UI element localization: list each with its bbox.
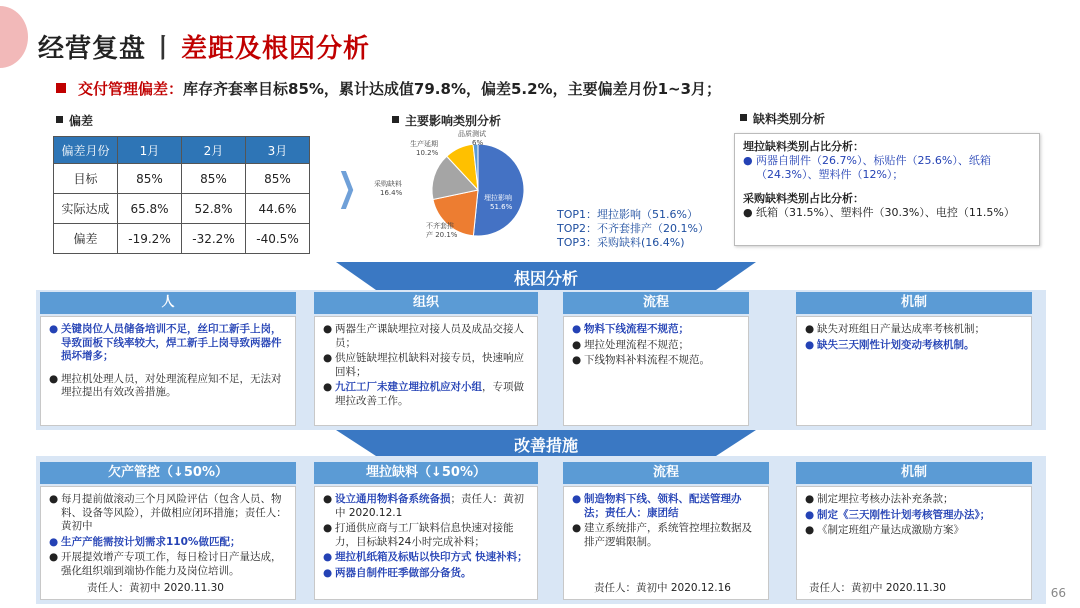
table-header-cell: 1月	[118, 137, 182, 164]
owner-line: 责任人：黄初中 2020.11.30	[87, 582, 224, 594]
bullet-icon: ●	[805, 508, 815, 521]
list-item	[805, 339, 1023, 353]
shortage-pull-text: 两器自制件（26.7%）、标贴件（25.6%）、纸箱（24.3%）、塑料件（12%）；	[756, 154, 991, 181]
bullet-icon: ●	[323, 522, 333, 534]
bullet-icon: ●	[49, 535, 59, 548]
headline-bullet-icon	[56, 83, 66, 93]
list-item-text: 开展提效增产专项工作，每日检讨日产量达成，强化组织端到端协作能力及岗位培训。	[61, 551, 282, 577]
shortage-buy-title: 采购缺料类别占比分析：	[743, 192, 864, 205]
improve-card-header: 欠产管控（↓50%）	[40, 462, 296, 484]
table-header-cell: 2月	[182, 137, 246, 164]
headline	[56, 78, 721, 99]
table-cell: 85%	[246, 164, 310, 194]
list-item	[805, 323, 1023, 337]
pie-label-name: 不齐套排	[426, 222, 454, 230]
top-item: TOP2：不齐套排产（20.1%）	[557, 222, 709, 235]
bullet-icon: ●	[323, 551, 333, 563]
pie-label-value: 6%	[472, 139, 484, 147]
bullet-icon: ●	[572, 338, 582, 351]
root-card-header: 组织	[314, 292, 538, 314]
shortage-pull-title: 埋拉缺料类别占比分析：	[743, 140, 864, 153]
bullet-icon: ●	[572, 493, 582, 505]
list-item-text: 制定《三天刚性计划考核管理办法》；	[817, 508, 991, 521]
root-card	[314, 316, 538, 426]
improve-card-header: 埋拉缺料（↓50%）	[314, 462, 538, 484]
bullet-icon: ●	[323, 493, 333, 505]
chevron-right-icon: ❯	[337, 165, 357, 209]
bullet-icon: ●	[572, 354, 582, 366]
list-item	[572, 354, 740, 368]
bullet-list	[41, 487, 295, 586]
pie-label-value: 产 20.1%	[426, 231, 458, 239]
pie-label-name: 埋拉影响	[484, 194, 512, 202]
table-cell: 85%	[118, 164, 182, 194]
list-item-text: 《制定班组产量达成激励方案》	[817, 524, 964, 536]
page-number: 66	[1050, 586, 1066, 600]
improve-card	[563, 486, 769, 600]
headline-label: 交付管理偏差	[78, 80, 169, 98]
list-item-text	[335, 493, 529, 520]
list-item	[323, 567, 529, 581]
table-cell: -32.2%	[182, 224, 246, 254]
list-item-text: 建立系统排产，系统管控埋拉数据及排产逻辑限制。	[584, 522, 752, 548]
list-item-text: 埋拉机纸箱及标贴以快印方式 快速补料；	[335, 551, 528, 563]
list-item-text	[335, 381, 529, 408]
list-item-text: 打通供应商与工厂缺料信息快速对接能力，目标缺料24小时完成补料；	[335, 522, 514, 548]
list-item	[805, 509, 1023, 523]
title-main: 经营复盘	[38, 34, 147, 64]
table-cell: 52.8%	[182, 194, 246, 224]
root-card-header: 机制	[796, 292, 1032, 314]
top-item: TOP1：埋拉影响（51.6%）	[557, 208, 698, 221]
table-row	[54, 194, 310, 224]
bullet-icon: ●	[323, 381, 333, 393]
table-header-cell: 偏差月份	[54, 137, 118, 164]
bullet-list	[41, 317, 295, 408]
table-cell: 44.6%	[246, 194, 310, 224]
improve-title: 改善措施	[513, 436, 578, 455]
shortage-box	[734, 133, 1040, 246]
pie-label-incomplete	[426, 222, 457, 240]
pie-label-value: 51.6%	[490, 203, 513, 211]
list-item-text: 埋拉处理流程不规范；	[584, 338, 689, 351]
list-item-text: 制造物料下线、领料、配送管理办法；责任人：康团结	[584, 493, 742, 519]
bullet-icon: ●	[323, 352, 333, 364]
decorative-circle	[0, 6, 28, 68]
list-item	[323, 551, 529, 565]
pie-label-name: 生产延期	[410, 140, 438, 148]
list-item	[572, 339, 740, 353]
table-cell: 偏差	[54, 224, 118, 254]
list-item-text: 下线物料补料流程不规范。	[584, 354, 710, 366]
bullet-icon: ●	[323, 323, 333, 335]
table-cell: 目标	[54, 164, 118, 194]
shortage-pull-item	[743, 154, 1031, 182]
square-bullet-icon	[392, 116, 399, 123]
square-bullet-icon	[56, 116, 63, 123]
table-cell: 85%	[182, 164, 246, 194]
table-cell: 实际达成	[54, 194, 118, 224]
list-item	[49, 373, 287, 400]
pie-label-name: 采购缺料	[374, 180, 402, 188]
bullet-icon: ●	[49, 551, 59, 563]
shortage-buy-text: 纸箱（31.5%）、塑料件（30.3%）、电控（11.5%）	[756, 206, 1015, 219]
root-cause-title: 根因分析	[513, 269, 578, 288]
list-item	[323, 323, 529, 350]
highlight-text: 设立通用物料备系统备损	[335, 493, 451, 505]
list-item	[323, 493, 529, 520]
bullet-icon: ●	[743, 206, 753, 219]
pie-label-value: 16.4%	[380, 189, 403, 197]
root-card	[796, 316, 1032, 426]
title-separator: 丨	[150, 34, 178, 64]
deviation-label	[56, 112, 93, 129]
table-row	[54, 224, 310, 254]
root-card	[563, 316, 749, 426]
list-item-text: 缺失三天刚性计划变动考核机制。	[817, 338, 975, 351]
owner-line: 责任人：黄初中 2020.11.30	[809, 582, 946, 594]
table-header-row	[54, 137, 310, 164]
plain-text: ；责任人：黄初中 2020.12.1	[335, 493, 524, 519]
bullet-icon: ●	[572, 323, 582, 335]
bullet-icon: ●	[323, 566, 333, 579]
pie-label-name: 品质测试	[458, 130, 486, 138]
bullet-list	[797, 317, 1031, 360]
bullet-list	[315, 317, 537, 416]
plain-text: ，专项做埋拉改善工作。	[335, 381, 524, 407]
headline-text: 库存齐套率目标85%，累计达成值79.8%，偏差5.2%，主要偏差月份1~3月；	[183, 80, 722, 98]
list-item-text: 两器自制件旺季做部分备货。	[335, 566, 472, 579]
table-row	[54, 164, 310, 194]
table-cell: -40.5%	[246, 224, 310, 254]
bullet-icon: ●	[49, 372, 59, 385]
pie-slice	[473, 144, 524, 236]
bullet-icon: ●	[805, 493, 815, 505]
improve-card-header: 机制	[796, 462, 1032, 484]
shortage-label	[740, 110, 825, 127]
square-bullet-icon	[740, 114, 747, 121]
page-title	[38, 28, 370, 65]
pie-label-production-delay	[410, 140, 438, 158]
list-item-text: 每月提前做滚动三个月风险评估（包含人员、物料、设备等风险），并做相应闭环措施；责任人：黄初中	[61, 493, 287, 532]
list-item-text: 缺失对班组日产量达成率考核机制；	[817, 323, 985, 335]
list-item	[49, 551, 287, 578]
list-item	[49, 536, 287, 550]
headline-colon: ：	[168, 80, 184, 98]
pie-label-pull	[484, 194, 512, 212]
list-item	[572, 522, 760, 549]
list-item	[805, 524, 1023, 538]
pie-label-value: 10.2%	[416, 149, 439, 157]
pie-label-purchase-shortage	[374, 180, 402, 198]
improve-card	[796, 486, 1032, 600]
table-header-cell: 3月	[246, 137, 310, 164]
list-item-text: 物料下线流程不规范；	[584, 323, 689, 335]
table-cell: 65.8%	[118, 194, 182, 224]
impact-label-text: 主要影响类别分析	[405, 114, 502, 128]
list-item-text: 埋拉机处理人员，对处理流程应知不足，无法对埋拉提出有效改善措施。	[61, 372, 282, 398]
bullet-icon: ●	[49, 493, 59, 505]
improve-card	[314, 486, 538, 600]
improve-card	[40, 486, 296, 600]
bullet-icon: ●	[743, 154, 753, 167]
improve-card-header: 流程	[563, 462, 769, 484]
highlight-text: 九江工厂未建立埋拉机应对小组	[335, 381, 482, 393]
list-item	[323, 522, 529, 549]
list-item-text: 生产产能需按计划需求110%做匹配；	[61, 535, 241, 548]
table-cell: -19.2%	[118, 224, 182, 254]
shortage-label-text: 缺料类别分析	[753, 112, 826, 126]
list-item-text: 关键岗位人员储备培训不足，丝印工新手上岗，导致面板下线率较大，焊工新手上岗导致两器件损坏增多；	[61, 323, 282, 362]
bullet-icon: ●	[805, 323, 815, 335]
bullet-icon: ●	[805, 524, 815, 536]
list-item-text: 两器生产课缺埋拉对接人员及成品交接人员；	[335, 323, 524, 349]
bullet-list	[315, 487, 537, 588]
root-card	[40, 316, 296, 426]
root-card-header: 流程	[563, 292, 749, 314]
top-item: TOP3：采购缺料(16.4%)	[557, 236, 685, 249]
list-item	[572, 323, 740, 337]
bullet-icon: ●	[49, 323, 59, 335]
list-item	[805, 493, 1023, 507]
deviation-label-text: 偏差	[69, 114, 94, 128]
list-item-text: 供应链缺埋拉机缺料对接专员，快速响应回料；	[335, 352, 524, 378]
bullet-icon: ●	[805, 338, 815, 351]
list-item	[49, 323, 287, 364]
bullet-list	[564, 317, 748, 376]
bullet-list	[564, 487, 768, 557]
root-card-header: 人	[40, 292, 296, 314]
bullet-icon: ●	[572, 522, 582, 534]
list-item	[323, 381, 529, 408]
list-item	[323, 352, 529, 379]
deviation-table	[53, 136, 310, 254]
bullet-list	[797, 487, 1031, 546]
top-list	[557, 208, 709, 250]
shortage-buy-item	[743, 206, 1031, 220]
owner-line: 责任人：黄初中 2020.12.16	[594, 582, 731, 594]
list-item-text: 制定埋拉考核办法补充条款；	[817, 493, 954, 505]
list-item	[572, 493, 760, 520]
title-sub: 差距及根因分析	[181, 34, 371, 64]
list-item	[49, 493, 287, 534]
pie-label-quality	[458, 130, 486, 148]
impact-pie-chart	[360, 124, 550, 254]
